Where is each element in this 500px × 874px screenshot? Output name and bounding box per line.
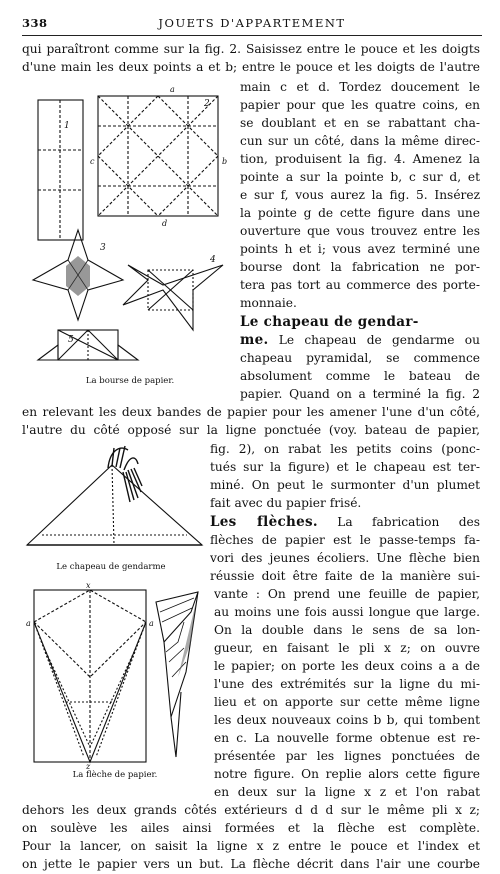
purse-fig-2 bbox=[90, 85, 227, 228]
arrow-flat-diagram bbox=[26, 582, 154, 770]
text-line: dehors les deux grands côtés extérieurs d d d sur le même pli x z; bbox=[22, 803, 480, 817]
text-line: les deux nouveaux coins b b, qui tombent bbox=[214, 713, 480, 727]
label-fig3: 3 bbox=[100, 243, 106, 253]
text-line bbox=[210, 513, 480, 531]
text-line: bourse dont la fabrication ne por- bbox=[240, 260, 480, 274]
caption-purse: La bourse de papier. bbox=[85, 376, 175, 386]
label-b: b bbox=[222, 157, 228, 166]
running-header bbox=[22, 16, 482, 34]
caption-arrow: La flèche de papier. bbox=[72, 770, 158, 780]
text-line: gueur, en faisant le pli x z; on ouvre bbox=[214, 641, 480, 655]
text-span: Le chapeau de gendarme ou bbox=[278, 333, 480, 347]
text-line: notre figure. On replie alors cette figure bbox=[214, 767, 480, 781]
label-a-left: a bbox=[26, 619, 31, 628]
text-line: fait avec du papier frisé. bbox=[210, 496, 362, 510]
text-line: tués sur la figure) et le chapeau est ter- bbox=[210, 460, 480, 474]
text-line: absolument comme le bateau de bbox=[240, 369, 480, 383]
text-line: on jette le papier vers un but. La flèche décrit dans l'air une courbe bbox=[22, 857, 480, 871]
page-number: 338 bbox=[22, 16, 48, 30]
label-c: c bbox=[90, 157, 95, 166]
text-line: chapeau pyramidal, se commence bbox=[240, 351, 480, 365]
section-heading-hat-end: me. bbox=[240, 332, 269, 348]
purse-figures bbox=[28, 80, 238, 370]
running-title: JOUETS D'APPARTEMENT bbox=[158, 16, 346, 30]
text-line: se doublant et en se rabattant cha- bbox=[240, 116, 480, 130]
text-line bbox=[240, 331, 480, 349]
header-rule bbox=[22, 35, 482, 36]
text-line: On la double dans le sens de sa lon- bbox=[214, 623, 480, 637]
section-heading-arrows: Les flèches. bbox=[210, 514, 318, 530]
text-line: cun sur un côté, dans la même direc- bbox=[240, 134, 480, 148]
text-span: La fabrication des bbox=[337, 515, 480, 529]
text-line: qui paraîtront comme sur la fig. 2. Saisissez entre le pouce et les doigts bbox=[22, 42, 480, 56]
text-line: tera pas tort au commerce des porte- bbox=[240, 278, 480, 292]
hat-figure bbox=[22, 440, 208, 560]
text-line: e sur f, vous aurez la fig. 5. Insérez bbox=[240, 188, 480, 202]
text-line: vori des jeunes écoliers. Une flèche bien bbox=[210, 551, 480, 565]
arrow-folded-diagram bbox=[156, 592, 198, 757]
purse-fig-3 bbox=[33, 230, 123, 320]
text-line: tion, produisent la fig. 4. Amenez la bbox=[240, 152, 480, 166]
label-fig2: 2 bbox=[204, 99, 210, 109]
text-line: Pour la lancer, on saisit la ligne x z entre le pouce et l'index et bbox=[22, 839, 480, 853]
text-line: en c. La nouvelle forme obtenue est re- bbox=[214, 731, 480, 745]
text-line: le papier; on porte les deux coins a a de bbox=[214, 659, 480, 673]
text-line: réussie doit être faite de la manière sui- bbox=[210, 569, 480, 583]
label-fig5: 5 bbox=[68, 335, 74, 345]
text-line: l'autre du côté opposé sur la ligne ponctuée (voy. bateau de papier, bbox=[22, 423, 480, 437]
text-line: on soulève les ailes ainsi formées et la flèche est complète. bbox=[22, 821, 480, 835]
text-line: ouverture que vous trouvez entre les bbox=[240, 224, 480, 238]
text-line: miné. On peut le surmonter d'un plumet bbox=[210, 478, 480, 492]
text-line: d'une main les deux points a et b; entre le pouce et les doigts de l'autre bbox=[22, 60, 480, 74]
caption-hat: Le chapeau de gendarme bbox=[56, 562, 166, 572]
text-line: présentée par les lignes ponctuées de bbox=[214, 749, 480, 763]
text-line: flèches de papier est le passe-temps fa- bbox=[210, 533, 480, 547]
text-line: papier. Quand on a terminé la fig. 2 bbox=[240, 387, 480, 401]
text-line: en relevant les deux bandes de papier pour les amener l'une d'un côté, bbox=[22, 405, 480, 419]
purse-fig-5 bbox=[38, 330, 138, 360]
text-line: monnaie. bbox=[240, 296, 297, 310]
label-a: a bbox=[170, 85, 175, 94]
text-line: fig. 2), on rabat les petits coins (ponc- bbox=[210, 442, 480, 456]
text-line: en deux sur la ligne x z et l'on rabat bbox=[214, 785, 480, 799]
label-a-right: a bbox=[149, 619, 154, 628]
text-line: lieu et on apporte sur cette même ligne bbox=[214, 695, 480, 709]
label-x: x bbox=[86, 582, 91, 590]
label-z: z bbox=[86, 762, 91, 770]
section-heading-hat: Le chapeau de gendar- bbox=[240, 314, 419, 330]
text-line: points h et i; vous avez terminé une bbox=[240, 242, 480, 256]
purse-fig-1 bbox=[38, 100, 83, 240]
purse-fig-4 bbox=[123, 255, 223, 330]
text-line: au moins une fois aussi longue que large. bbox=[214, 605, 480, 619]
text-line: main c et d. Tordez doucement le bbox=[240, 80, 480, 94]
arrow-figures bbox=[26, 582, 212, 770]
text-line: la pointe g de cette figure dans une bbox=[240, 206, 480, 220]
label-d: d bbox=[162, 219, 168, 228]
text-line: l'une des extrémités sur la ligne du mi- bbox=[214, 677, 480, 691]
text-line: pointe a sur la pointe b, c sur d, et bbox=[240, 170, 480, 184]
text-line: vante : On prend une feuille de papier, bbox=[214, 587, 480, 601]
text-line: papier pour que les quatre coins, en bbox=[240, 98, 480, 112]
label-fig4: 4 bbox=[210, 255, 216, 265]
label-fig1: 1 bbox=[64, 121, 70, 131]
